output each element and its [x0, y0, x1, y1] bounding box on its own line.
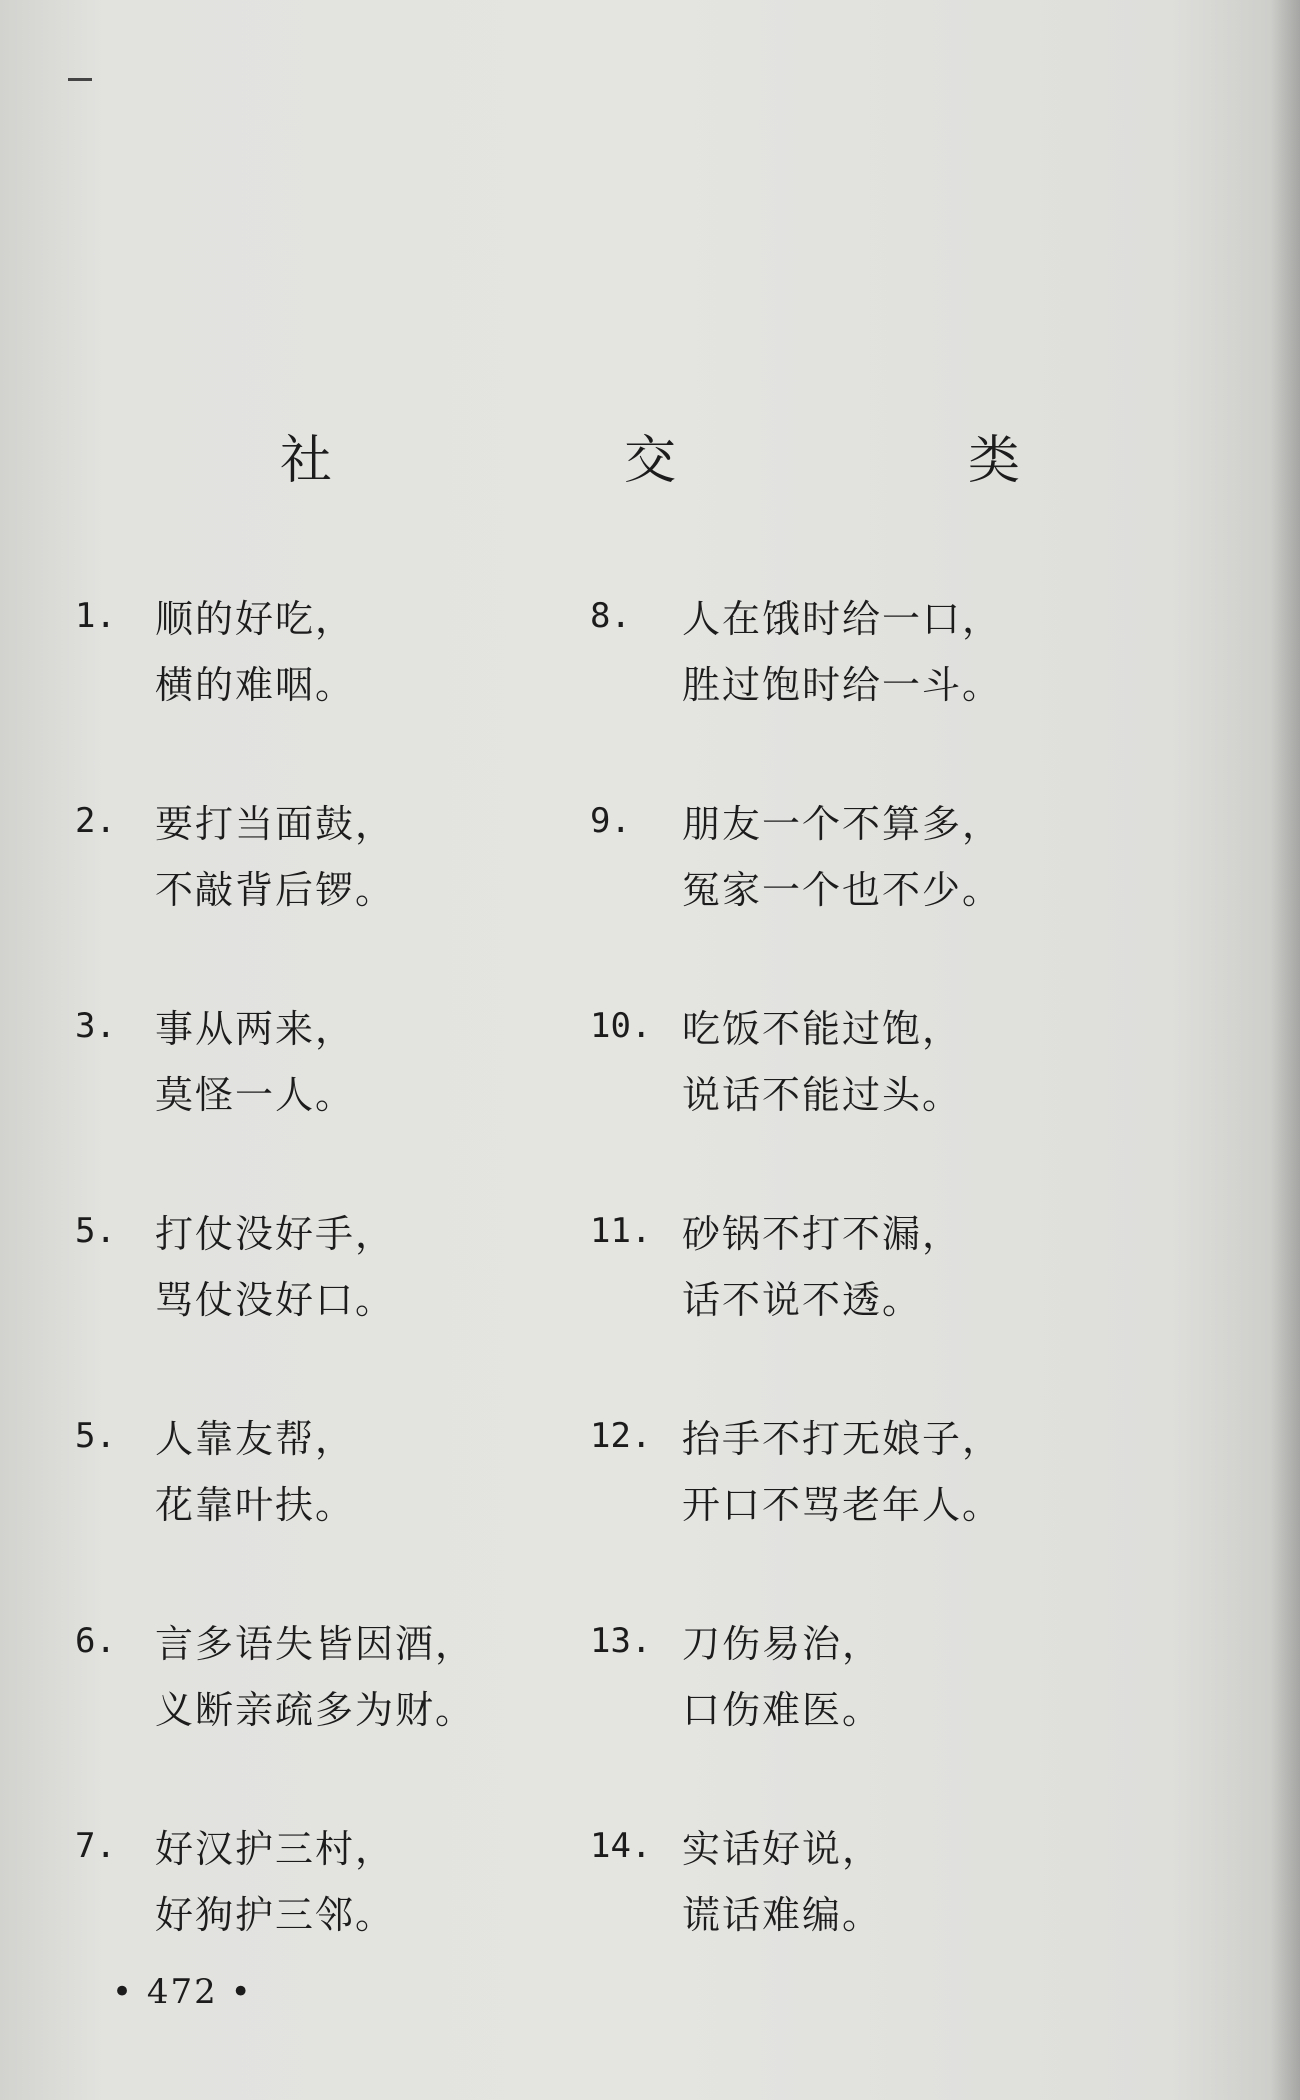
- proverb-number: 3.: [75, 1006, 116, 1046]
- proverb-line-1: 朋友一个不算多，: [682, 802, 1003, 846]
- proverb-line-1: 言多语失皆因酒，: [155, 1622, 476, 1666]
- proverb-line-1: 人靠友帮，: [155, 1417, 356, 1461]
- proverb-line-2: 话不说不透。: [682, 1278, 923, 1322]
- proverb-line-2: 横的难咽。: [155, 663, 356, 707]
- proverb-line-1: 好汉护三村，: [155, 1827, 396, 1871]
- proverb-number: 2.: [75, 801, 116, 841]
- proverb-line-1: 刀伤易治，: [682, 1622, 883, 1666]
- page-mark: [68, 78, 92, 81]
- proverb-line-2: 开口不骂老年人。: [682, 1483, 1003, 1527]
- proverb-line-1: 人在饿时给一口，: [682, 597, 1003, 641]
- proverb-line-1: 抬手不打无娘子，: [682, 1417, 1003, 1461]
- proverb-line-2: 义断亲疏多为财。: [155, 1688, 476, 1732]
- proverb-number: 9.: [590, 801, 631, 841]
- section-title: 社 交 类: [279, 431, 1140, 491]
- proverb-line-2: 花靠叶扶。: [155, 1483, 356, 1527]
- proverb-line-1: 要打当面鼓，: [155, 802, 396, 846]
- proverb-number: 8.: [590, 596, 631, 636]
- proverb-line-1: 事从两来，: [155, 1007, 356, 1051]
- proverb-line-1: 顺的好吃，: [155, 597, 356, 641]
- proverb-line-1: 砂锅不打不漏，: [682, 1212, 963, 1256]
- proverb-line-2: 好狗护三邻。: [155, 1893, 396, 1937]
- proverb-line-2: 口伤难医。: [682, 1688, 883, 1732]
- proverb-number: 1.: [75, 596, 116, 636]
- page-number: • 472 •: [112, 1972, 253, 2012]
- proverb-line-1: 吃饭不能过饱，: [682, 1007, 963, 1051]
- proverb-number: 12.: [590, 1416, 652, 1456]
- proverb-number: 11.: [590, 1211, 652, 1251]
- proverb-line-2: 说话不能过头。: [682, 1073, 963, 1117]
- proverb-line-2: 骂仗没好口。: [155, 1278, 396, 1322]
- proverb-line-2: 冤家一个也不少。: [682, 868, 1003, 912]
- proverb-line-2: 莫怪一人。: [155, 1073, 356, 1117]
- proverb-number: 5.: [75, 1211, 116, 1251]
- proverb-line-2: 谎话难编。: [682, 1893, 883, 1937]
- proverb-number: 13.: [590, 1621, 652, 1661]
- proverb-number: 10.: [590, 1006, 652, 1046]
- proverb-line-1: 打仗没好手，: [155, 1212, 396, 1256]
- proverb-number: 6.: [75, 1621, 116, 1661]
- proverb-number: 7.: [75, 1826, 116, 1866]
- proverb-line-1: 实话好说，: [682, 1827, 883, 1871]
- proverb-number: 5.: [75, 1416, 116, 1456]
- page-edge-shadow: [1270, 0, 1300, 2100]
- proverb-line-2: 胜过饱时给一斗。: [682, 663, 1003, 707]
- proverb-line-2: 不敲背后锣。: [155, 868, 396, 912]
- proverb-number: 14.: [590, 1826, 652, 1866]
